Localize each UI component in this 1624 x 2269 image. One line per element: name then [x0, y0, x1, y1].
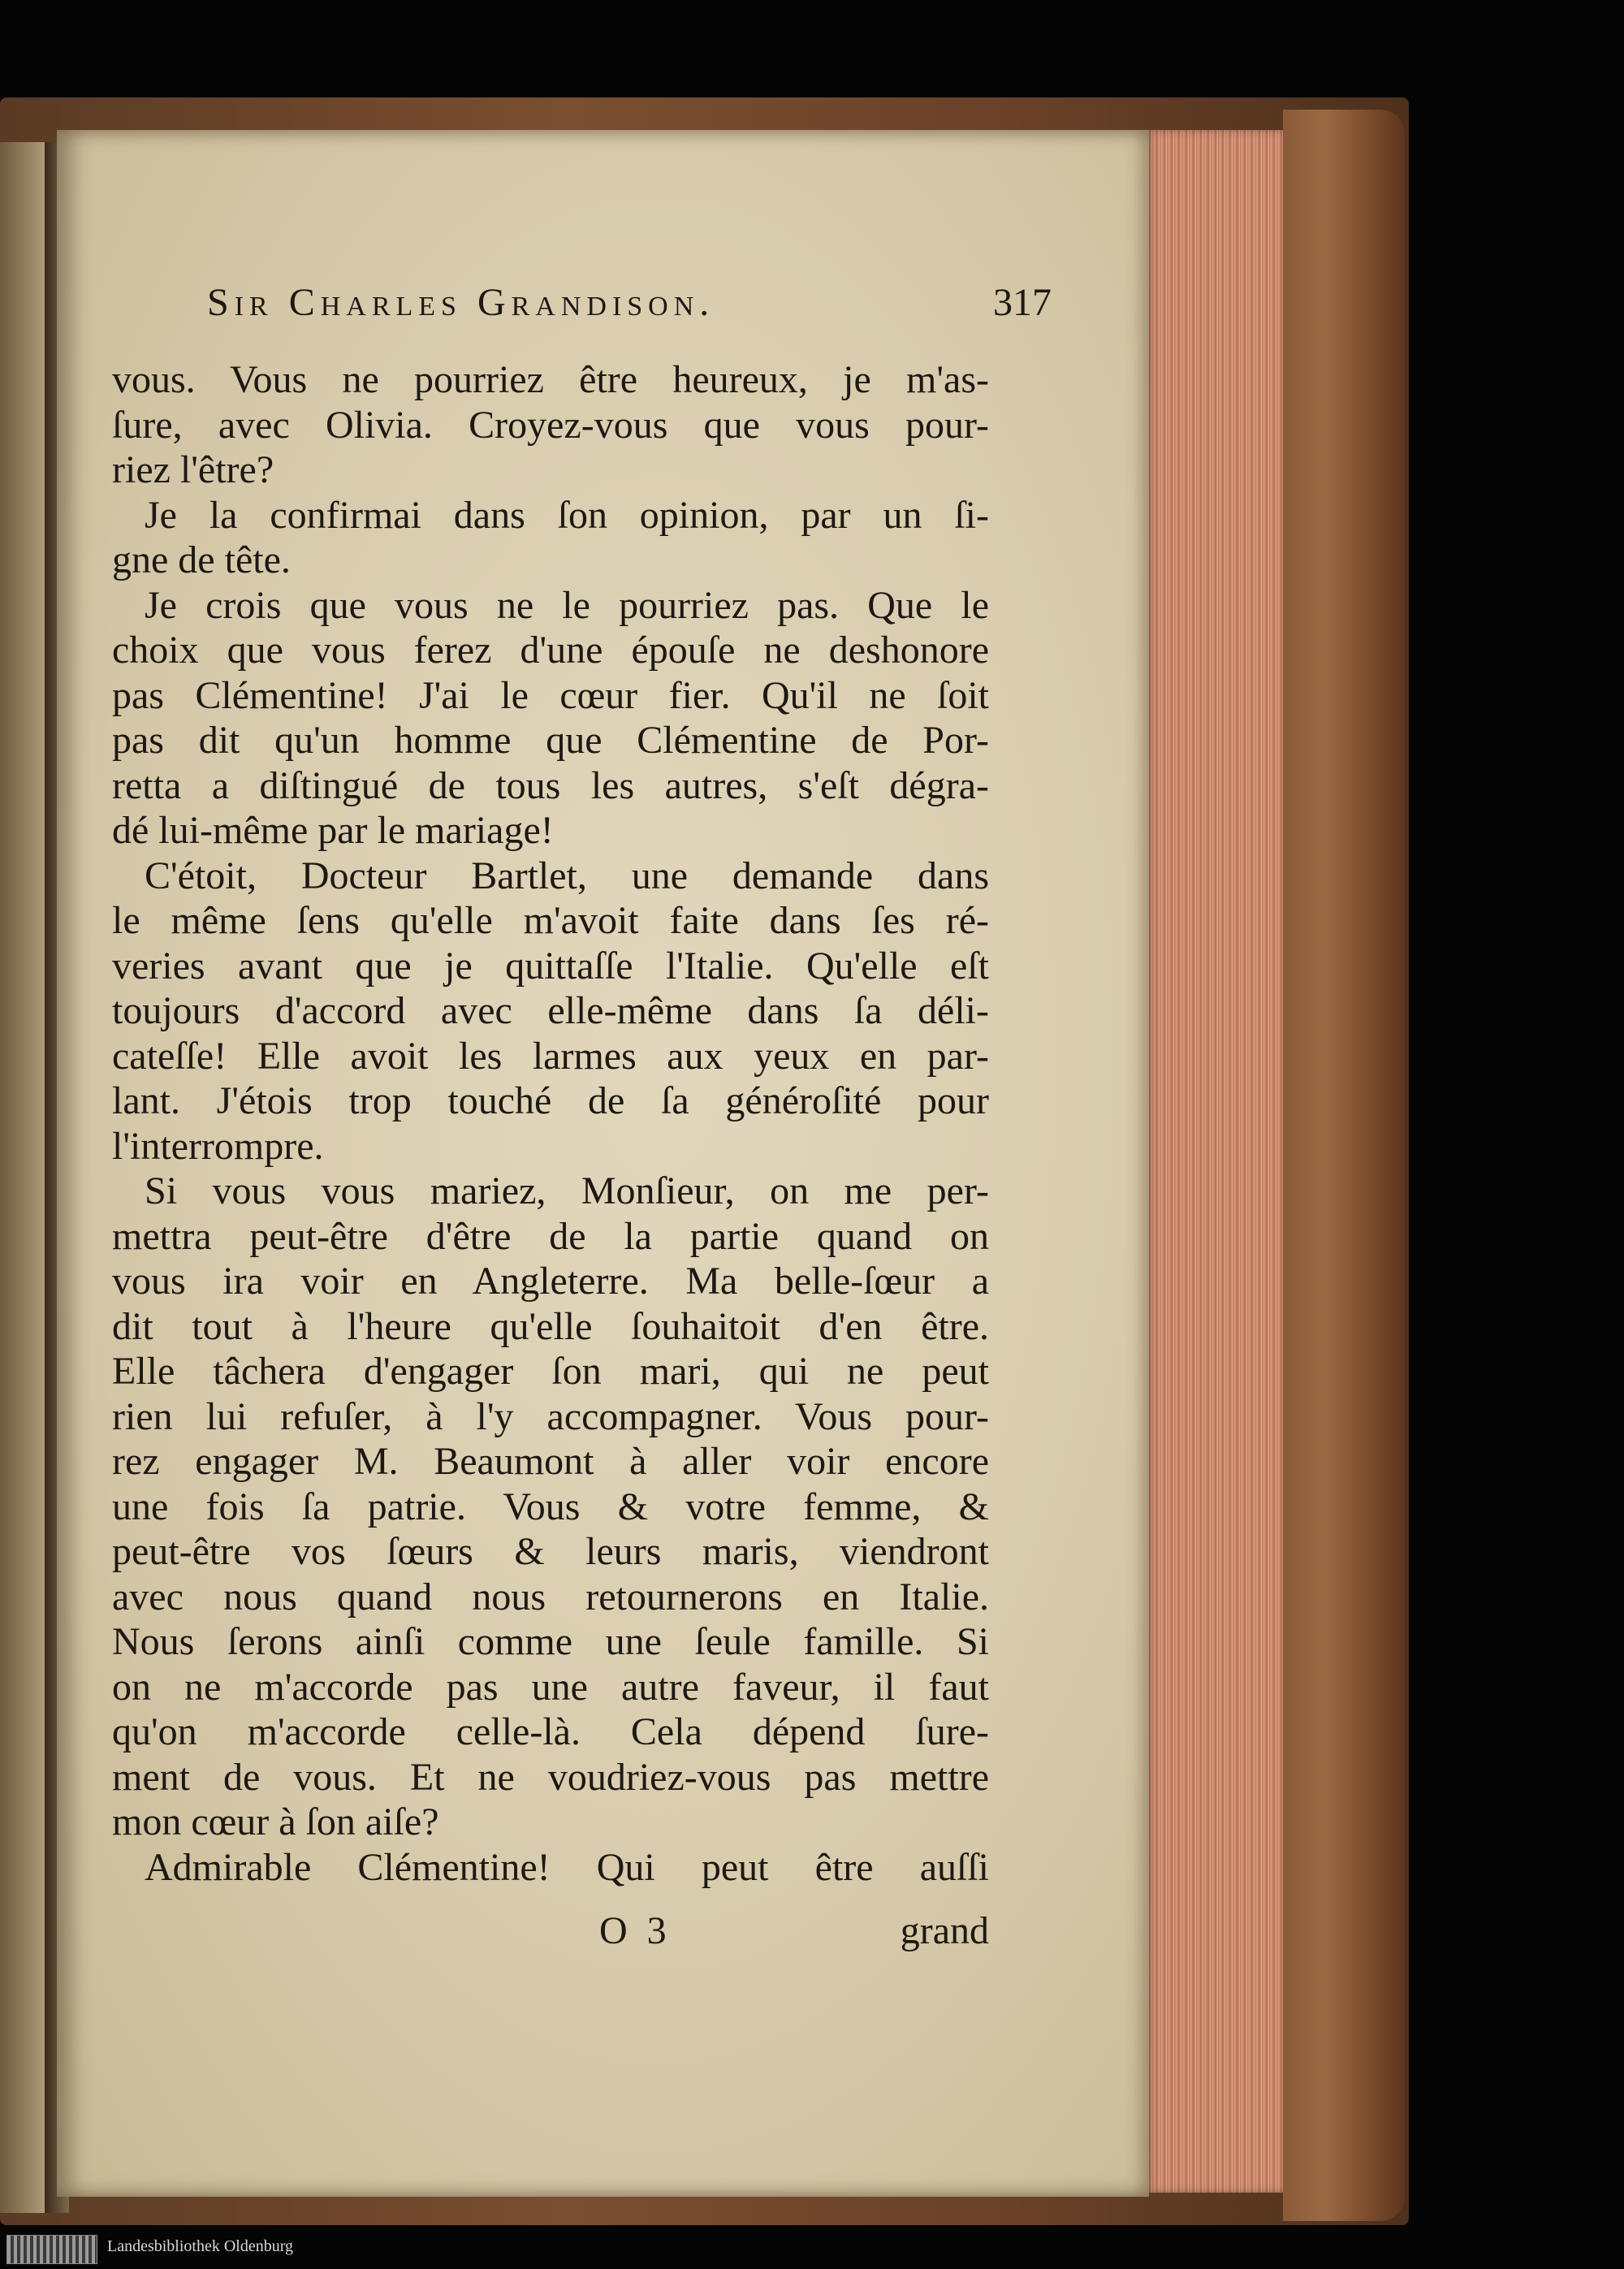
page-number: 317 [993, 281, 1052, 324]
text-line: une fois ſa patrie. Vous & votre femme, & [112, 1485, 989, 1528]
text-line: gne de tête. [112, 538, 291, 581]
text-line: peut-être vos ſœurs & leurs maris, viendront [112, 1530, 989, 1573]
text-line: on ne m'accorde pas une autre faveur, il faut [112, 1665, 989, 1709]
library-logo-icon [6, 2235, 97, 2264]
text-line: choix que vous ferez d'une épouſe ne deshonore [112, 629, 989, 672]
book-page [57, 130, 1149, 2197]
text-line: Je la confirmai dans ſon opinion, par un ſi- [145, 493, 989, 537]
text-line: C'étoit, Docteur Bartlet, une demande dans [145, 854, 989, 897]
running-title: Sir Charles Grandison. [207, 281, 715, 324]
text-line: l'interrompre. [112, 1124, 324, 1168]
text-line: veries avant que je quittaſſe l'Italie. Qu'elle eſt [112, 944, 989, 988]
text-line: ſure, avec Olivia. Croyez-vous que vous pour- [112, 403, 989, 447]
text-line: qu'on m'accorde celle-là. Cela dépend ſure- [112, 1710, 989, 1753]
library-label: Landesbibliothek Oldenburg [107, 2237, 294, 2255]
text-line: Nous ſerons ainſi comme une ſeule famille. Si [112, 1620, 989, 1663]
text-line: cateſſe! Elle avoit les larmes aux yeux en par- [112, 1034, 989, 1078]
page-footer [112, 1908, 989, 1957]
text-line: mon cœur à ſon aiſe? [112, 1800, 439, 1843]
text-line: dé lui-même par le mariage! [112, 809, 554, 852]
text-line: rien lui refuſer, à l'y accompagner. Vous pour- [112, 1394, 989, 1438]
body-text [112, 357, 989, 1890]
text-line: le même ſens qu'elle m'avoit faite dans ſes ré- [112, 899, 989, 942]
text-line: pas dit qu'un homme que Clémentine de Por- [112, 719, 989, 762]
text-line: Admirable Clémentine! Qui peut être auſſi [145, 1845, 989, 1889]
text-line: Elle tâchera d'engager ſon mari, qui ne peut [112, 1350, 989, 1393]
catchword: grand [900, 1909, 989, 1952]
text-line: retta a diſtingué de tous les autres, s'eſt dégra- [112, 763, 989, 807]
text-line: avec nous quand nous retournerons en Italie. [112, 1575, 989, 1619]
text-line: lant. J'étois trop touché de ſa généroſité pour [112, 1079, 989, 1122]
text-line: rez engager M. Beaumont à aller voir encore [112, 1440, 989, 1483]
text-line: riez l'être? [112, 448, 274, 491]
text-line: ment de vous. Et ne voudriez-vous pas mettre [112, 1755, 989, 1799]
book-cover-right-edge [1283, 110, 1405, 2221]
text-line: pas Clémentine! J'ai le cœur fier. Qu'il ne ſoit [112, 673, 989, 717]
text-line: vous. Vous ne pourriez être heureux, je m'as- [112, 358, 989, 401]
text-line: vous ira voir en Angleterre. Ma belle-ſœur a [112, 1260, 989, 1303]
running-head [207, 280, 1052, 353]
page-edges [1145, 130, 1283, 2193]
text-line: Je crois que vous ne le pourriez pas. Que le [145, 583, 989, 627]
text-line: toujours d'accord avec elle-même dans ſa déli- [112, 989, 989, 1032]
signature-mark: O 3 [599, 1909, 672, 1952]
text-line: Si vous vous mariez, Monſieur, on me per- [145, 1169, 989, 1212]
text-line: dit tout à l'heure qu'elle ſouhaitoit d'en être. [112, 1304, 989, 1348]
text-line: mettra peut-être d'être de la partie quand on [112, 1214, 989, 1258]
